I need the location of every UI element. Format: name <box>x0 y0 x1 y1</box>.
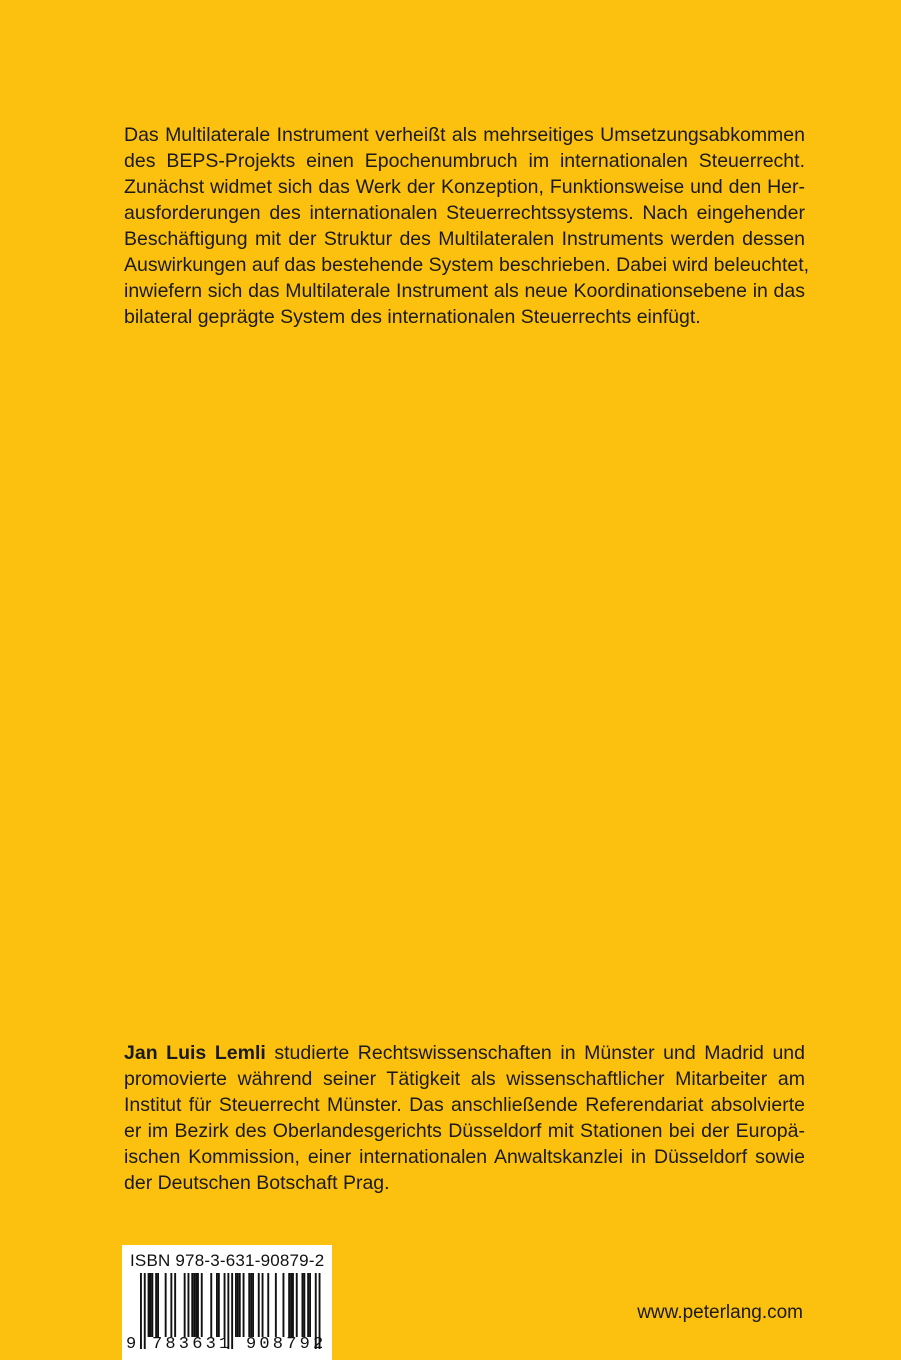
barcode-bar <box>292 1273 294 1337</box>
blurb-line: bilateral geprägte System des internationalen Steuerrechts einfügt. <box>124 306 701 328</box>
barcode-bar <box>184 1273 186 1337</box>
barcode-bar <box>235 1273 237 1337</box>
barcode-bar <box>243 1273 245 1337</box>
barcode-bar <box>303 1273 305 1337</box>
barcode-bar <box>237 1273 239 1337</box>
barcode-bar <box>157 1273 159 1337</box>
author-bio-line: ischen Kommission, einer internationalen Anwaltskanzlei in Düsseldorf sowie <box>124 1146 805 1168</box>
barcode-bar <box>258 1273 260 1337</box>
barcode-bar <box>170 1273 172 1337</box>
author-bio-first-line <box>124 1040 805 1066</box>
barcode-bar <box>191 1273 193 1337</box>
blurb-line: inwiefern sich das Multilaterale Instrument als neue Koordinationsebene in das <box>124 280 805 302</box>
barcode-bar <box>288 1273 290 1337</box>
barcode-left-digits: 783631 <box>152 1335 233 1354</box>
barcode-bar <box>218 1273 220 1337</box>
barcode-bar <box>267 1273 269 1337</box>
barcode-bar <box>197 1273 199 1337</box>
barcode-bar <box>262 1273 264 1337</box>
blurb-line: Das Multilaterale Instrument verheißt als mehrseitiges Umsetzungsabkommen <box>124 124 805 146</box>
barcode-bar <box>250 1273 252 1337</box>
barcode-bar <box>210 1273 212 1337</box>
barcode-bar <box>144 1273 146 1349</box>
barcode-bar <box>140 1273 142 1349</box>
blurb-line: Auswirkungen auf das bestehende System beschrieben. Dabei wird beleuchtet, <box>124 254 810 276</box>
barcode-bar <box>296 1273 298 1337</box>
barcode-bar <box>201 1273 203 1337</box>
barcode-bar <box>174 1273 176 1337</box>
barcode-bar <box>151 1273 153 1337</box>
blurb-text <box>124 122 810 330</box>
barcode-lead-digit: 9 <box>126 1335 137 1354</box>
author-bio-line: Institut für Steuerrecht Münster. Das anschließende Referendariat absolvierte <box>124 1094 805 1116</box>
isbn-barcode <box>122 1245 332 1360</box>
barcode-bar <box>290 1273 292 1337</box>
barcode-bar <box>224 1273 226 1337</box>
barcode-bar <box>193 1273 195 1337</box>
barcode-bar <box>239 1273 241 1337</box>
blurb-line: ausforderungen des internationalen Steuerrechtssystems. Nach eingehender <box>124 202 805 224</box>
isbn-label: ISBN 978-3-631-90879-2 <box>130 1251 325 1270</box>
barcode-bar <box>252 1273 254 1337</box>
barcode-bar <box>216 1273 218 1337</box>
author-bio-line: studierte Rechtswissenschaften in Münster und Madrid und <box>265 1042 805 1064</box>
author-bio-line: promovierte während seiner Tätigkeit als wissenschaftlicher Mitarbeiter am <box>124 1068 805 1090</box>
barcode-bar <box>283 1273 285 1337</box>
barcode-bar <box>309 1273 311 1337</box>
author-name: Jan Luis Lemli <box>124 1042 266 1064</box>
barcode-bar <box>148 1273 150 1337</box>
barcode-bar <box>307 1273 309 1337</box>
blurb-line: des BEPS-Projekts einen Epochenumbruch im internationalen Steuerrecht. <box>124 150 805 172</box>
barcode-bar <box>165 1273 167 1337</box>
barcode-bar <box>188 1273 190 1337</box>
publisher-website: www.peterlang.com <box>637 1302 803 1323</box>
blurb-line: Zunächst widmet sich das Werk der Konzeption, Funktionsweise und den Her- <box>124 176 805 198</box>
barcode-right-digits: 908792 <box>246 1335 327 1354</box>
author-bio <box>124 1040 805 1196</box>
author-bio-line: der Deutschen Botschaft Prag. <box>124 1172 390 1194</box>
barcode-bar <box>195 1273 197 1337</box>
barcode-bar <box>248 1273 250 1337</box>
barcode-bar <box>155 1273 157 1337</box>
barcode-bar <box>275 1273 277 1337</box>
barcode-bar <box>150 1273 152 1337</box>
blurb-line: Beschäftigung mit der Struktur des Multilateralen Instruments werden dessen <box>124 228 805 250</box>
author-bio-line: er im Bezirk des Oberlandesgerichts Düsseldorf mit Stationen bei der Europä- <box>124 1120 805 1142</box>
barcode-bar <box>302 1273 304 1337</box>
